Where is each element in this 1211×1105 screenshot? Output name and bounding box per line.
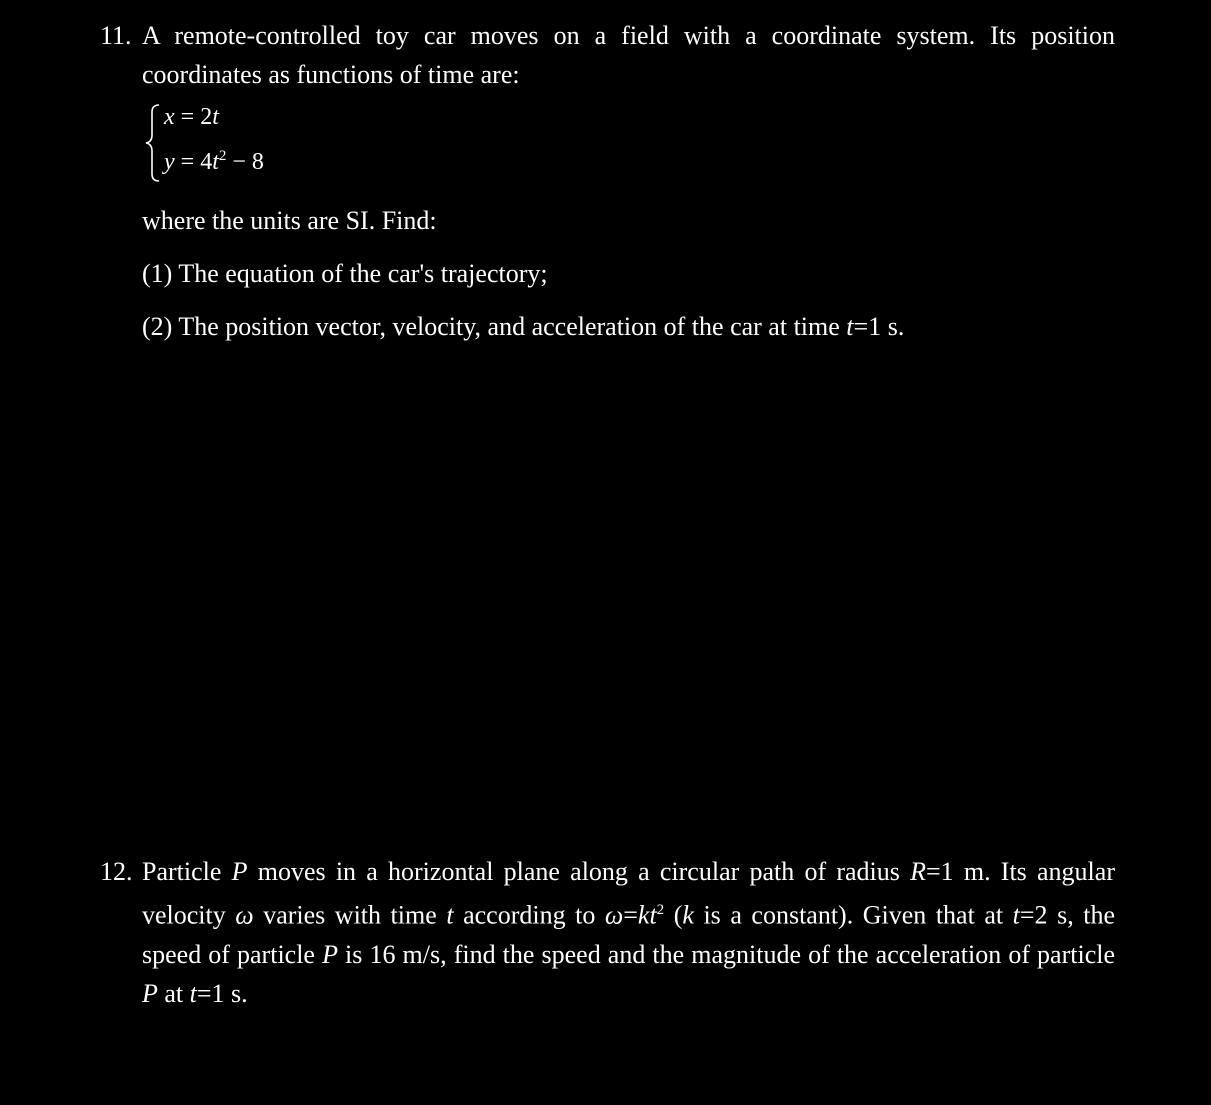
question-1: (1) The equation of the car's trajectory; — [142, 259, 548, 288]
problem-11 — [100, 16, 1115, 346]
equation-y: $y = 4t^2 - 8$ — [164, 148, 264, 175]
problem-11-where: where the units are SI. Find: — [142, 206, 437, 235]
problem-number: 12. — [100, 857, 133, 886]
question-2: (2) The position vector, velocity, and acceleration of the car at time t=1 s. — [142, 312, 905, 341]
equation-system — [142, 102, 442, 184]
problem-11-intro-text: A remote-controlled toy car moves on a field with a coordinate system. Its position coordinates as functions of time are: — [142, 21, 1115, 89]
left-brace-icon — [142, 102, 164, 184]
problem-12-text: 12. Particle P moves in a horizontal plane along a circular path of radius R=1 m. Its angular velocity ω varies with time t according to $\omega=kt^2$ (k is a constant). Given that at t=2 s, the speed of particle P is 16 m/s, find the speed and the magnitude of the acceleration of particle P at t=1 s. — [100, 852, 1115, 1013]
problem-11-intro — [100, 16, 1115, 94]
equation-x: x = 2t — [164, 104, 219, 130]
problem-12 — [100, 852, 1115, 1013]
problem-number: 11. — [100, 21, 132, 50]
